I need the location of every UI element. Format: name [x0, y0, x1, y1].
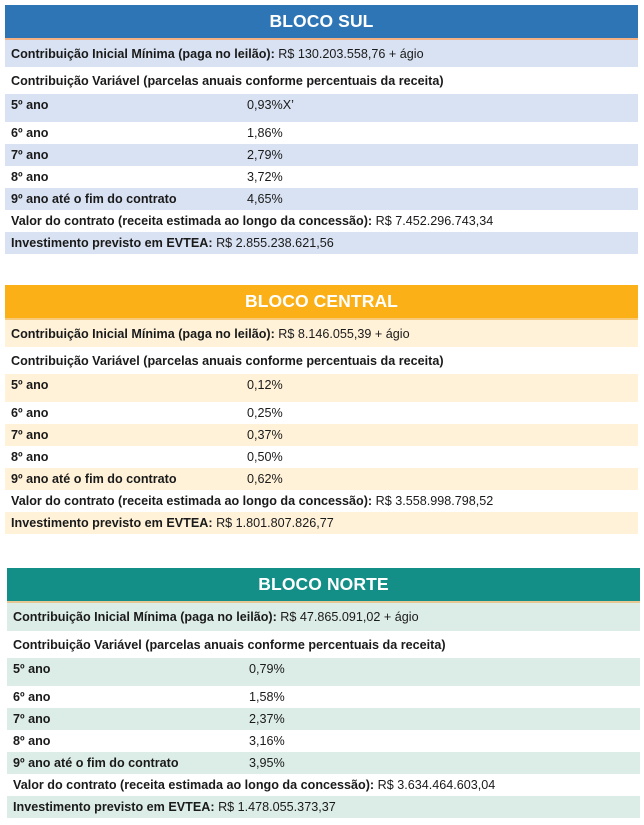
investment-row [5, 512, 638, 534]
year-percentage: 3,72% [247, 170, 283, 184]
investment-value: R$ 1.478.055.373,37 [218, 800, 336, 814]
year-label: 6º ano [13, 690, 51, 704]
year-row [5, 144, 638, 166]
investment-value: R$ 2.855.238.621,56 [216, 236, 334, 250]
contract-value-label: Valor do contrato (receita estimada ao longo da concessão): [11, 214, 373, 228]
block-sul [5, 5, 638, 254]
year-percentage: 3,16% [249, 734, 285, 748]
year-label: 5º ano [11, 98, 49, 112]
investment-label: Investimento previsto em EVTEA: [11, 516, 213, 530]
block-norte [7, 568, 640, 818]
year-label: 9º ano até o fim do contrato [11, 472, 177, 486]
variable-contribution-row [5, 67, 638, 94]
variable-contribution-row [5, 347, 638, 374]
year-percentage: 0,79% [249, 662, 285, 676]
year-row [5, 468, 638, 490]
year-label: 6º ano [11, 406, 49, 420]
year-percentage: 1,86% [247, 126, 283, 140]
year-percentage: 0,12% [247, 378, 283, 392]
year-percentage: 0,62% [247, 472, 283, 486]
year-row [7, 708, 640, 730]
initial-contribution-row [7, 603, 640, 631]
contract-value: R$ 7.452.296.743,34 [375, 214, 494, 228]
variable-contribution-label: Contribuição Variável (parcelas anuais conforme percentuais da receita) [11, 73, 444, 88]
year-label: 9º ano até o fim do contrato [11, 192, 177, 206]
initial-contribution-value: R$ 130.203.558,76 + ágio [278, 46, 424, 61]
year-row [5, 166, 638, 188]
variable-contribution-label: Contribuição Variável (parcelas anuais conforme percentuais da receita) [11, 353, 444, 368]
investment-value: R$ 1.801.807.826,77 [216, 516, 334, 530]
year-label: 7º ano [11, 428, 49, 442]
year-percentage: 0,93%X’ [247, 98, 294, 112]
initial-contribution-value: R$ 8.146.055,39 + ágio [278, 326, 410, 341]
year-label: 6º ano [11, 126, 49, 140]
variable-contribution-label: Contribuição Variável (parcelas anuais conforme percentuais da receita) [13, 637, 446, 652]
block-title: BLOCO NORTE [7, 568, 640, 601]
year-row [5, 402, 638, 424]
initial-contribution-label: Contribuição Inicial Mínima (paga no leilão): [11, 46, 275, 61]
year-label: 8º ano [13, 734, 51, 748]
year-percentage: 2,37% [249, 712, 285, 726]
year-label: 7º ano [11, 148, 49, 162]
contract-value: R$ 3.558.998.798,52 [375, 494, 494, 508]
year-row [5, 374, 638, 402]
investment-label: Investimento previsto em EVTEA: [13, 800, 215, 814]
year-percentage: 0,25% [247, 406, 283, 420]
contract-value-label: Valor do contrato (receita estimada ao longo da concessão): [11, 494, 373, 508]
initial-contribution-value: R$ 47.865.091,02 + ágio [280, 610, 419, 624]
contract-value-row [5, 210, 638, 232]
initial-contribution-label: Contribuição Inicial Mínima (paga no leilão): [11, 326, 275, 341]
year-row [7, 752, 640, 774]
year-label: 8º ano [11, 170, 49, 184]
year-row [7, 686, 640, 708]
investment-row [7, 796, 640, 818]
year-percentage: 3,95% [249, 756, 285, 770]
year-row [5, 122, 638, 144]
initial-contribution-row [5, 320, 638, 347]
year-row [5, 188, 638, 210]
contract-value-row [7, 774, 640, 796]
year-label: 5º ano [11, 378, 49, 392]
investment-row [5, 232, 638, 254]
contract-value: R$ 3.634.464.603,04 [377, 778, 496, 792]
year-row [5, 424, 638, 446]
year-percentage: 4,65% [247, 192, 283, 206]
year-percentage: 2,79% [247, 148, 283, 162]
initial-contribution-row [5, 40, 638, 67]
year-label: 7º ano [13, 712, 51, 726]
variable-contribution-row [7, 631, 640, 658]
year-label: 9º ano até o fim do contrato [13, 756, 179, 770]
initial-contribution-label: Contribuição Inicial Mínima (paga no leilão): [13, 610, 277, 624]
year-row [5, 446, 638, 468]
block-title: BLOCO CENTRAL [5, 285, 638, 318]
year-percentage: 0,37% [247, 428, 283, 442]
block-title: BLOCO SUL [5, 5, 638, 38]
investment-label: Investimento previsto em EVTEA: [11, 236, 213, 250]
year-percentage: 1,58% [249, 690, 285, 704]
year-row [7, 730, 640, 752]
contract-value-label: Valor do contrato (receita estimada ao longo da concessão): [13, 778, 375, 792]
contract-value-row [5, 490, 638, 512]
year-row [7, 658, 640, 686]
year-percentage: 0,50% [247, 450, 283, 464]
block-central [5, 285, 638, 534]
year-row [5, 94, 638, 122]
year-label: 5º ano [13, 662, 51, 676]
year-label: 8º ano [11, 450, 49, 464]
